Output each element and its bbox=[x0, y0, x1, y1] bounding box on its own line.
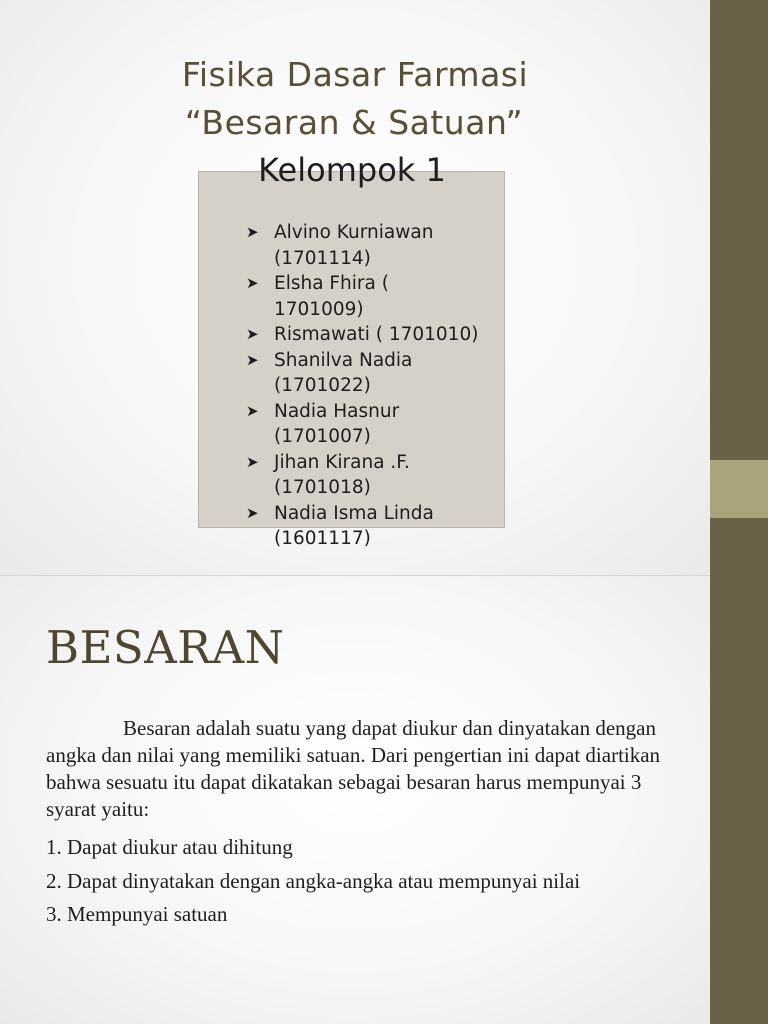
member-item bbox=[246, 348, 478, 399]
section-heading: BESARAN bbox=[46, 621, 285, 674]
member-id: (1701007) bbox=[274, 426, 371, 447]
requirement-item: 1. Dapat diukur atau dihitung bbox=[46, 835, 293, 859]
member-name: Jihan Kirana .F. bbox=[274, 451, 410, 473]
member-id: 1701009) bbox=[274, 298, 364, 320]
arrow-bullet-icon: ➤ bbox=[246, 452, 259, 471]
member-name: Alvino Kurniawan bbox=[274, 222, 434, 243]
member-id: (1601117) bbox=[274, 528, 371, 549]
member-item bbox=[246, 450, 478, 501]
sidebar-accent-block bbox=[710, 460, 768, 518]
group-title: Kelompok 1 bbox=[258, 151, 446, 189]
requirements-list bbox=[46, 834, 580, 935]
arrow-bullet-icon: ➤ bbox=[246, 503, 259, 522]
member-item bbox=[246, 322, 478, 348]
member-item bbox=[246, 220, 478, 271]
requirement-item: 2. Dapat dinyatakan dengan angka-angka atau mempunyai nilai bbox=[46, 868, 581, 893]
member-item bbox=[246, 271, 478, 322]
member-id: (1701018) bbox=[274, 477, 371, 498]
member-name: Elsha Fhira ( bbox=[274, 273, 389, 294]
requirement-item: 3. Mempunyai satuan bbox=[46, 902, 228, 926]
member-list bbox=[246, 220, 478, 552]
arrow-bullet-icon: ➤ bbox=[246, 401, 259, 420]
arrow-bullet-icon: ➤ bbox=[246, 350, 259, 369]
slide-divider bbox=[0, 575, 710, 576]
member-name: Nadia Isma Linda bbox=[274, 502, 434, 524]
member-name: Rismawati ( 1701010) bbox=[274, 324, 479, 345]
member-item bbox=[246, 399, 478, 450]
arrow-bullet-icon: ➤ bbox=[246, 325, 259, 343]
topic-title: “Besaran & Satuan” bbox=[184, 103, 524, 142]
arrow-bullet-icon: ➤ bbox=[246, 274, 259, 292]
member-item bbox=[246, 501, 478, 552]
member-id: (1701022) bbox=[274, 375, 371, 396]
definition-paragraph: Besaran adalah suatu yang dapat diukur dan dinyatakan dengan angka dan nilai yang memiliki satuan. Dari pengertian ini dapat diartikan bahwa sesuatu itu dapat dikatakan sebagai besaran harus mempunyai 3 syarat yaitu: bbox=[46, 716, 661, 821]
member-id: (1701114) bbox=[274, 247, 371, 269]
arrow-bullet-icon: ➤ bbox=[246, 223, 259, 241]
member-name: Nadia Hasnur bbox=[274, 400, 400, 422]
course-title: Fisika Dasar Farmasi bbox=[181, 55, 529, 94]
member-name: Shanilva Nadia bbox=[274, 349, 413, 371]
